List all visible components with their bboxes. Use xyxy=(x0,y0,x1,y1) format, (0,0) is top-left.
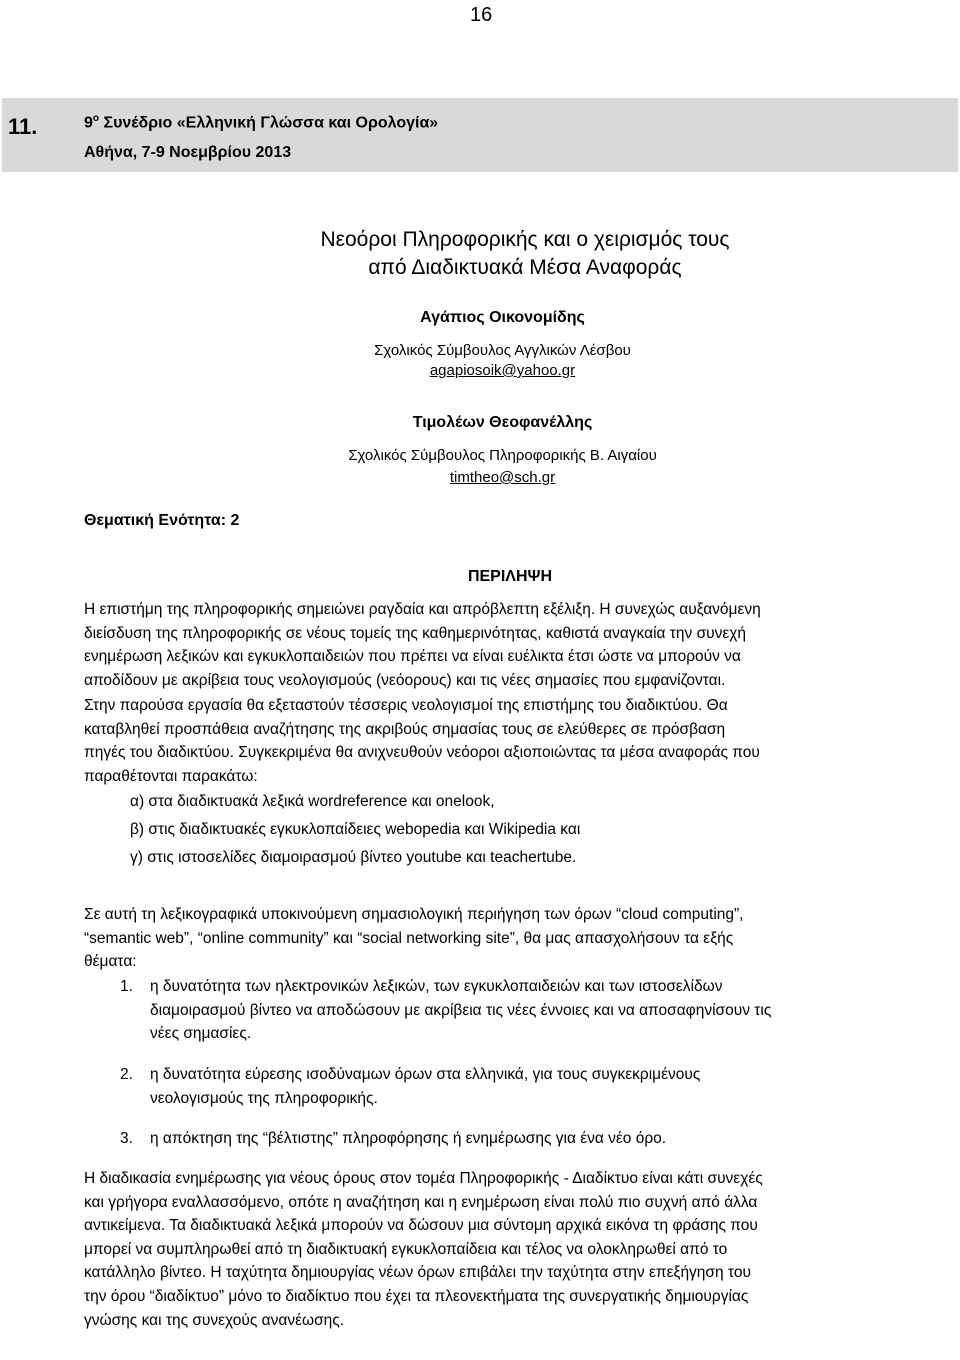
abstract-paragraph-3 xyxy=(84,903,944,974)
author-name: Τιμολέων Θεοφανέλλης xyxy=(412,414,593,431)
text-line: αντικείμενα. Τα διαδικτυακά λεξικά μπορούν να δώσουν μια σύντομη αρχικά εικόνα τη φράσης που xyxy=(84,1217,758,1235)
text-line: η δυνατότητα των ηλεκτρονικών λεξικών, των εγκυκλοπαιδειών και των ιστοσελίδων xyxy=(150,978,723,995)
text-line: μπορεί να συμπληρωθεί από τη διαδικτυακή εγκυκλοπαίδεια και τέλος να ολοκληρωθεί από το xyxy=(84,1240,728,1258)
abstract-heading: ΠΕΡΙΛΗΨΗ xyxy=(467,568,553,585)
abstract-paragraph-2 xyxy=(84,694,944,788)
author-affiliation: Σχολικός Σύμβουλος Πληροφορικής Β. Αιγαίου xyxy=(348,447,657,464)
author-name: Αγάπιος Οικονομίδης xyxy=(420,309,585,326)
section-number: 11. xyxy=(8,114,38,139)
author-email-link[interactable]: timtheo@sch.gr xyxy=(449,469,556,486)
conference-ordinal-superscript: ο xyxy=(92,113,100,124)
text-line: και γρήγορα εναλλασσόμενο, οπότε η αναζήτηση και η ενημέρωση είναι πολύ πιο συχνή από άλλα xyxy=(84,1193,758,1211)
text-line: παραθέτονται παρακάτω: xyxy=(84,767,258,785)
text-line: αποδίδουν με ακρίβεια τους νεολογισμούς (νεόορους) και τις νέες σημασίες που εμφανίζονται. xyxy=(84,671,726,689)
text-line: την όρου “διαδίκτυο” μόνο το διαδίκτυο που έχει τα πλεονεκτήματα της συνεργατικής δημιουργίας xyxy=(84,1287,749,1305)
text-line: “semantic web”, “online community” και “social networking site”, θα μας απασχολήσουν τα εξής xyxy=(84,929,734,947)
text-line: διείσδυση της πληροφορικής σε νέους τομείς της καθημερινότητας, καθιστά αναγκαία την συνεχή xyxy=(84,624,747,642)
paper-title-line-2: από Διαδικτυακά Μέσα Αναφοράς xyxy=(368,256,682,279)
source-item-c: γ) στις ιστοσελίδες διαμοιρασμού βίντεο youtube και teachertube. xyxy=(130,849,577,866)
conference-name: Συνέδριο «Ελληνική Γλώσσα και Ορολογία» xyxy=(103,114,439,132)
text-line: νέες σημασίες. xyxy=(150,1025,252,1043)
conference-place-date: Αθήνα, 7-9 Νοεμβρίου 2013 xyxy=(84,144,292,161)
topic-number: 1. xyxy=(120,978,133,995)
text-line: καταβληθεί προσπάθεια αναζήτησης της ακριβούς σημασίας τους σε ελεύθερες σε πρόσβαση xyxy=(84,720,726,738)
text-line: Η διαδικασία ενημέρωσης για νέους όρους στον τομέα Πληροφορικής - Διαδίκτυο είναι κάτι συνεχές xyxy=(84,1170,763,1187)
text-line: πηγές του διαδικτύου. Συγκεκριμένα θα ανιχνευθούν νεόοροι αξιοποιώντας τα μέσα αναφοράς που xyxy=(84,744,760,762)
text-line: η απόκτηση της “βέλτιστης” πληροφόρησης ή ενημέρωσης για ένα νέο όρο. xyxy=(150,1130,667,1147)
thematic-unit: Θεματική Ενότητα: 2 xyxy=(84,512,240,529)
text-line: Στην παρούσα εργασία θα εξεταστούν τέσσερις νεολογισμοί της επιστήμης του διαδικτύου. Θα xyxy=(84,697,728,714)
conference-ordinal: 9 xyxy=(84,114,93,132)
text-line: Σε αυτή τη λεξικογραφικά υποκινούμενη σημασιολογική περιήγηση των όρων “cloud computing”, xyxy=(84,906,744,923)
text-line: κατάλληλο βίντεο. Η ταχύτητα δημιουργίας νέων όρων επιβάλει την ταχύτητα στην επεξήγηση του xyxy=(84,1264,751,1282)
text-line: θέματα: xyxy=(84,953,137,971)
author-email-link[interactable]: agapiosoik@yahoo.gr xyxy=(429,362,576,379)
paper-title-line-1: Νεοόροι Πληροφορικής και ο χειρισμός τους xyxy=(320,228,730,251)
abstract-paragraph-4 xyxy=(84,1167,944,1332)
text-line: Η επιστήμη της πληροφορικής σημειώνει ραγδαία και απρόβλεπτη εξέλιξη. Η συνεχώς αυξανόμενη xyxy=(84,601,761,618)
source-item-b: β) στις διαδικτυακές εγκυκλοπαίδειες webopedia και Wikipedia και xyxy=(130,821,581,838)
text-line: η δυνατότητα εύρεσης ισοδύναμων όρων στα ελληνικά, για τους συγκεκριμένους xyxy=(150,1066,701,1083)
topic-number: 3. xyxy=(120,1130,133,1147)
author-affiliation: Σχολικός Σύμβουλος Αγγλικών Λέσβου xyxy=(374,342,631,359)
conference-name-line xyxy=(84,113,438,132)
section-number-cell xyxy=(2,98,74,172)
text-line: ενημέρωση λεξικών και εγκυκλοπαιδειών που πρέπει να είναι ευέλικτα έτσι ώστε να μπορούν να xyxy=(84,648,741,666)
text-line: διαμοιρασμού βίντεο να αποδώσουν με ακρίβεια τις νέες έννοιες και να αποσαφηνίσουν τις xyxy=(150,1001,772,1019)
abstract-paragraph-1 xyxy=(84,598,944,692)
text-line: γνώσης και της συνεχούς ανανέωσης. xyxy=(84,1311,345,1329)
text-line: νεολογισμούς της πληροφορικής. xyxy=(150,1089,378,1107)
source-item-a: α) στα διαδικτυακά λεξικά wordreference και onelook, xyxy=(130,793,495,810)
page-number: 16 xyxy=(470,4,493,26)
topic-number: 2. xyxy=(120,1066,133,1083)
